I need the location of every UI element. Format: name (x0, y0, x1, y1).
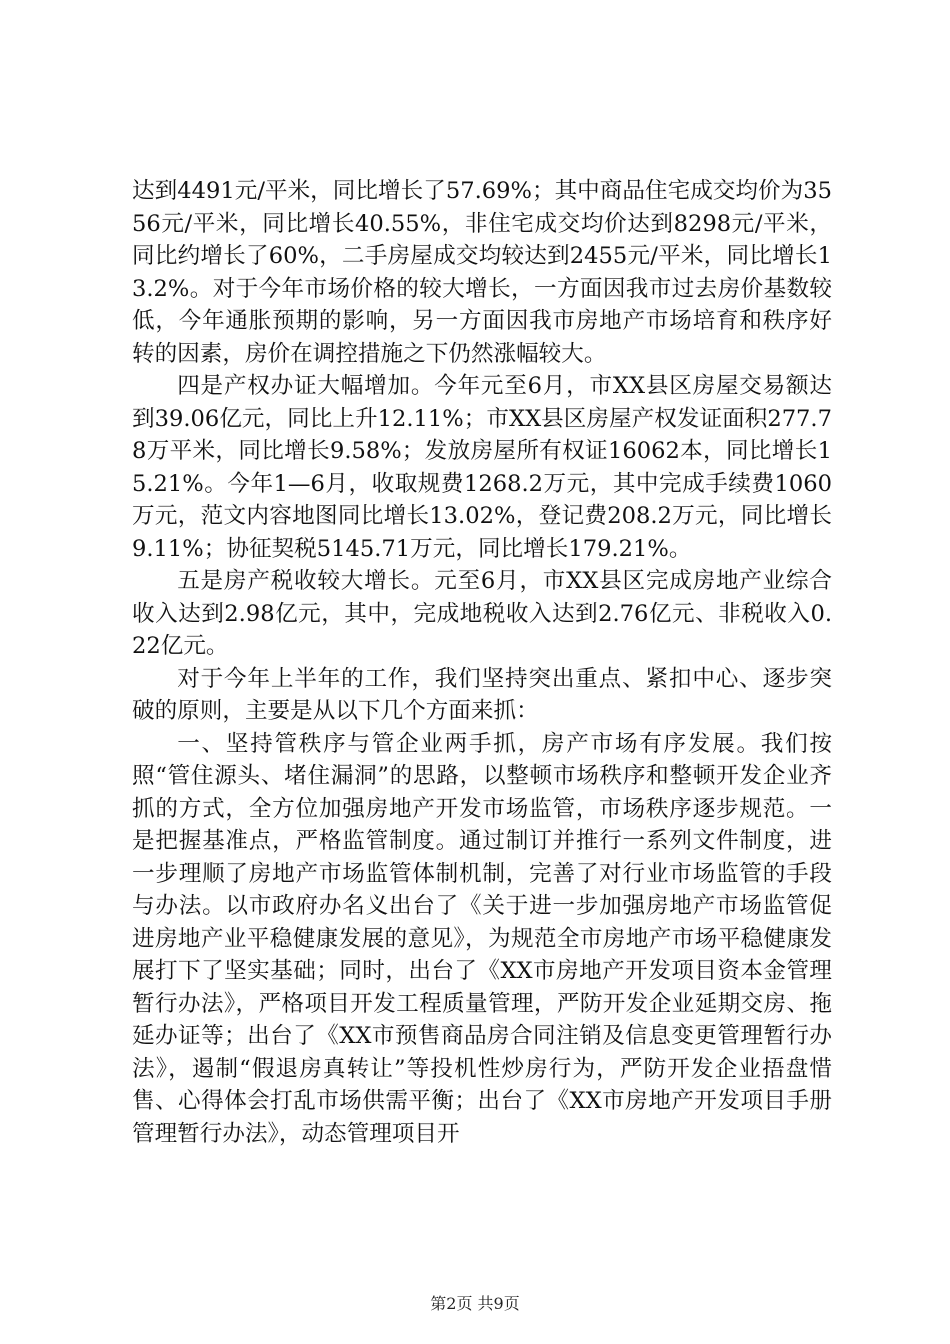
paragraph-property-rights: 四是产权办证大幅增加。今年元至6月，市XX县区房屋交易额达到39.06亿元，同比上升12.11%；市XX县区房屋产权发证面积277.78万平米，同比增长9.58%；发放房屋所有权证16062本，同比增长15.21%。今年1—6月，收取规费1268.2万元，其中完成手续费1060万元，范文内容地图同比增长13.02%，登记费208.2万元，同比增长9.11%；协征契税5145.71万元，同比增长179.21%。 (132, 373, 832, 562)
paragraph-tax-revenue: 五是房产税收较大增长。元至6月，市XX县区完成房地产业综合收入达到2.98亿元，其中，完成地税收入达到2.76亿元、非税收入0.22亿元。 (132, 568, 832, 659)
paragraph-work-principles: 对于今年上半年的工作，我们坚持突出重点、紧扣中心、逐步突破的原则，主要是从以下几个方面来抓： (132, 665, 832, 724)
paragraph-market-order: 一、坚持管秩序与管企业两手抓，房产市场有序发展。我们按照“管住源头、堵住漏洞”的思路，以整顿市场秩序和整顿开发企业齐抓的方式，全方位加强房地产开发市场监管，市场秩序逐步规范。一是把握基准点，严格监管制度。通过制订并推行一系列文件制度，进一步理顺了房地产市场监管体制机制，完善了对行业市场监管的手段与办法。以市政府办名义出台了《关于进一步加强房地产市场监管促进房地产业平稳健康发展的意见》，为规范全市房地产市场平稳健康发展打下了坚实基础；同时，出台了《XX市房地产开发项目资本金管理暂行办法》，严格项目开发工程质量管理，严防开发企业延期交房、拖延办证等；出台了《XX市预售商品房合同注销及信息变更管理暂行办法》，遏制“假退房真转让”等投机性炒房行为，严防开发企业捂盘惜售、心得体会打乱市场供需平衡；出台了《XX市房地产开发项目手册管理暂行办法》，动态管理项目开 (132, 730, 832, 1147)
page-number-footer: 第2页 共9页 (430, 1294, 520, 1313)
paragraph-price-growth: 达到4491元/平米，同比增长了57.69%；其中商品住宅成交均价为3556元/平米，同比增长40.55%，非住宅成交均价达到8298元/平米，同比约增长了60%，二手房屋成交均较达到2455元/平米，同比增长13.2%。对于今年市场价格的较大增长，一方面因我市过去房价基数较低，今年通胀预期的影响，另一方面因我市房地产市场培育和秩序好转的因素，房价在调控措施之下仍然涨幅较大。 (132, 178, 832, 367)
document-body (132, 175, 832, 1150)
